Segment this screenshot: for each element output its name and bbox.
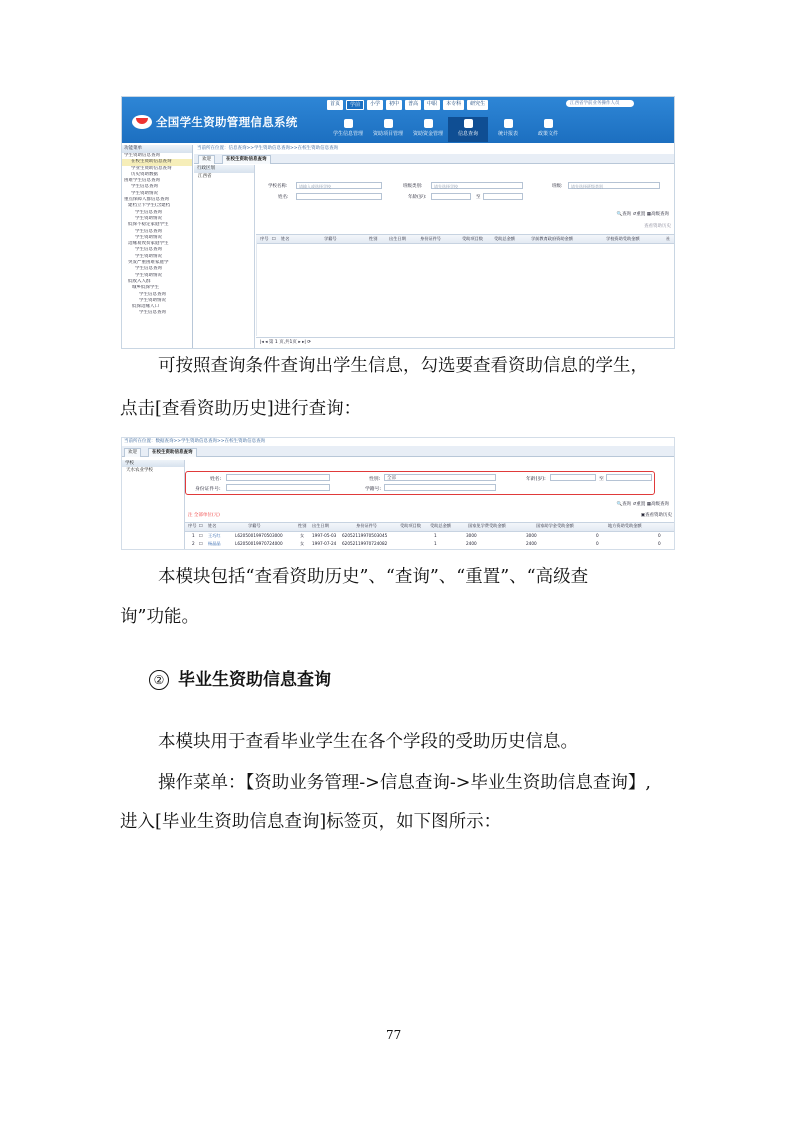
cell-tuition-amount: 3000 <box>526 533 537 538</box>
reset-button[interactable]: ↺重置 <box>632 212 646 217</box>
name-input[interactable] <box>296 193 382 200</box>
pie-chart-icon <box>504 119 513 128</box>
cell-name-link[interactable]: 王巧红 <box>208 533 221 538</box>
name-label: 姓名: <box>278 195 289 200</box>
menu-item[interactable]: 学生信息查询 <box>135 209 162 215</box>
nav-statistics[interactable]: 统计报表 <box>488 117 528 142</box>
student-no-label: 学籍号: <box>365 487 382 492</box>
col-id-no: 身份证件号 <box>420 236 441 241</box>
cell-student-no: L62050019970724000 <box>235 541 283 546</box>
class-label: 班级: <box>552 184 563 189</box>
screenshot-student-aid-query <box>121 96 675 349</box>
cell-birthdate: 1997-05-03 <box>312 533 337 538</box>
menu-item-selected[interactable]: 在校生资助信息查询 <box>122 159 192 165</box>
col-student-no: 学籍号 <box>248 523 261 528</box>
menu-item[interactable]: 困难学生信息查询 <box>124 178 160 184</box>
main-nav <box>328 117 568 142</box>
menu-item[interactable]: 学生资助信息查询 <box>124 153 160 158</box>
menu-item[interactable]: 学生信息查询 <box>135 266 162 272</box>
section-number: ② <box>149 670 169 690</box>
section-heading <box>149 665 331 690</box>
age-to-label: 至 <box>476 195 481 200</box>
query-buttons <box>616 211 669 217</box>
top-nav-home[interactable]: 首页 <box>327 100 343 110</box>
school-name-select[interactable]: 请输入或选择学校 <box>296 182 382 189</box>
top-nav-senior[interactable]: 普高 <box>405 100 421 110</box>
nav-aid-funds[interactable]: 资助资金管理 <box>408 117 448 142</box>
cell-total-amount: 3000 <box>466 533 477 538</box>
region-tree-title: 行政区划 <box>194 165 254 173</box>
caption1-line1: 可按照查询条件查询出学生信息，勾选要查看资助信息的学生， <box>158 356 648 376</box>
col-gender: 性别 <box>369 236 378 241</box>
nav-aid-project[interactable]: 资助项目管理 <box>368 117 408 142</box>
view-history-button[interactable]: 查看资助历史 <box>644 224 671 229</box>
col-local-amount: 地方资助受助金额 <box>608 523 642 528</box>
logo-icon <box>132 115 152 129</box>
id-no-input[interactable] <box>226 484 330 491</box>
cell-local-amount: 0 <box>658 541 661 546</box>
menu-item[interactable]: 边缘易致贫家庭学生 <box>128 241 169 247</box>
col-birthdate: 出生日期 <box>389 236 406 241</box>
menu-item[interactable]: 城乡低保学生 <box>132 285 159 291</box>
col-total-amount: 受助总金额 <box>494 236 515 241</box>
search-button[interactable]: 🔍查询 <box>616 502 632 507</box>
top-nav-college[interactable]: 本专科 <box>443 100 464 110</box>
briefcase-icon <box>384 119 393 128</box>
row-checkbox[interactable]: ☐ <box>199 541 203 546</box>
row-checkbox[interactable]: ☐ <box>199 533 203 538</box>
money-icon <box>424 119 433 128</box>
caption1-line2: 点击[查看资助历史]进行查询： <box>120 399 362 419</box>
para3-line1: 操作菜单：【资助业务管理->信息查询->毕业生资助信息查询】, <box>158 773 651 793</box>
cell-id-no: 62052119970503045 <box>342 533 388 538</box>
col-tuition-amount: 国家免学费受助金额 <box>468 523 506 528</box>
menu-item[interactable]: 突发严重困难家庭学 <box>128 260 169 266</box>
section-title: 毕业生资助信息查询 <box>178 670 331 690</box>
cell-seq: 2 <box>192 541 195 546</box>
col-grant-amount: 国家助学金受助金额 <box>536 523 574 528</box>
top-nav-junior[interactable]: 初中 <box>386 100 402 110</box>
col-seq: 序号 <box>260 236 269 241</box>
age-from-input[interactable] <box>550 474 596 481</box>
col-gender: 性别 <box>298 523 307 528</box>
breadcrumb: 当前所在位置：信息查询>>学生资助信息查询>>在校生资助信息查询 <box>194 145 675 153</box>
pager-nav-first[interactable]: |◂ ◂ <box>260 340 268 345</box>
col-seq: 序号 <box>188 523 197 528</box>
col-social: 社 <box>666 236 671 241</box>
tab-welcome[interactable]: 欢迎 <box>198 155 215 164</box>
col-birthdate: 出生日期 <box>312 523 329 528</box>
age-to-input[interactable] <box>606 474 652 481</box>
people-icon <box>344 119 353 128</box>
menu-item[interactable]: 建档立卡学生(含建档 <box>128 203 171 209</box>
top-nav-graduate[interactable]: 研究生 <box>467 100 488 110</box>
unit-note: 注 全部单位(元) <box>188 513 220 518</box>
advanced-search-button[interactable]: ▦高级查询 <box>646 502 669 507</box>
name-label: 姓名: <box>210 477 222 482</box>
tab-welcome[interactable]: 欢迎 <box>124 448 141 457</box>
cell-total-amount: 2400 <box>466 541 477 546</box>
cell-id-no: 62052119970724082 <box>342 541 388 546</box>
tree-node-jiangxi[interactable]: 江西省 <box>198 174 212 179</box>
grade-type-label: 班级类别: <box>403 184 423 189</box>
cell-project-count: 1 <box>434 541 437 546</box>
top-nav-primary[interactable]: 小学 <box>367 100 383 110</box>
top-nav-vocational[interactable]: 中职 <box>424 100 440 110</box>
cell-local-amount: 0 <box>658 533 661 538</box>
id-no-label: 身份证件号: <box>195 487 221 492</box>
function-menu-title: 功能菜单 <box>122 145 192 153</box>
cell-student-no: L62050019970503000 <box>235 533 283 538</box>
cell-gender: 女 <box>300 533 305 538</box>
menu-item[interactable]: 低保边缘人口 <box>132 304 159 310</box>
breadcrumb: 当前所在位置：数据查询>>学生资助信息查询>>在校生资助信息查询 <box>124 439 266 444</box>
tab-student-aid-query[interactable]: 在校生资助信息查询 <box>148 448 197 457</box>
search-doc-icon <box>464 119 473 128</box>
view-history-button[interactable]: ▣查看资助历史 <box>640 513 672 518</box>
cell-gender: 女 <box>300 541 305 546</box>
advanced-search-button[interactable]: ▦高级查询 <box>646 212 669 217</box>
reset-button[interactable]: ↺重置 <box>632 502 646 507</box>
menu-item[interactable]: 学生资助情况 <box>135 215 162 221</box>
menu-item[interactable]: 学生信息查询 <box>139 291 166 297</box>
age-to-label: 至 <box>599 477 604 482</box>
screenshot-history-query <box>121 437 675 550</box>
select-all-checkbox[interactable]: ☐ <box>199 523 203 528</box>
tab-student-aid-query[interactable]: 在校生资助信息查询 <box>222 155 271 164</box>
para1-line1: 本模块包括“查看资助历史”、“查询”、“重置”、“高级查 <box>158 567 589 587</box>
col-school-amount: 学校资助受助金额 <box>606 236 640 241</box>
query-form <box>256 169 674 213</box>
school-name-label: 学校名称: <box>268 184 288 189</box>
cell-grant-amount: 0 <box>596 541 599 546</box>
cell-birthdate: 1997-07-24 <box>312 541 337 546</box>
select-all-checkbox[interactable]: ☐ <box>272 236 276 241</box>
app-title: 全国学生资助管理信息系统 <box>156 115 298 129</box>
para1-line2: 询”功能。 <box>120 607 199 627</box>
student-no-input[interactable] <box>384 484 496 491</box>
age-label: 年龄(岁): <box>408 195 427 200</box>
menu-item[interactable]: 学生信息查询 <box>139 310 166 316</box>
nav-info-query[interactable]: 信息查询 <box>448 117 488 142</box>
school-tree <box>122 460 185 549</box>
age-from-input[interactable] <box>431 193 471 200</box>
menu-item[interactable]: 低收入人群 <box>128 278 151 284</box>
col-name: 姓名 <box>281 236 290 241</box>
menu-item[interactable]: 学生信息查询 <box>131 184 158 190</box>
top-nav <box>327 100 488 110</box>
col-name: 姓名 <box>208 523 217 528</box>
cell-seq: 1 <box>192 533 195 538</box>
para2: 本模块用于查看毕业学生在各个学段的受助历史信息。 <box>158 732 578 752</box>
col-gov-amount: 学前教育政府资助金额 <box>531 236 573 241</box>
menu-item[interactable]: 低保不稳定家庭学生 <box>128 222 169 228</box>
col-student-no: 学籍号 <box>324 236 337 241</box>
cell-name-link[interactable]: 杨晶晶 <box>208 541 221 546</box>
cell-grant-amount: 0 <box>596 533 599 538</box>
tab-bar <box>194 154 674 164</box>
nav-student-info[interactable]: 学生信息管理 <box>328 117 368 142</box>
pager <box>256 337 675 347</box>
school-tree-title: 学校 <box>122 460 184 467</box>
app-header <box>122 97 674 143</box>
document-icon <box>544 119 553 128</box>
para3-line2: 进入[毕业生资助信息查询]标签页，如下图所示： <box>120 812 502 832</box>
gender-label: 性别: <box>369 477 381 482</box>
nav-policy[interactable]: 政策文件 <box>528 117 568 142</box>
menu-item[interactable]: 学生信息查询 <box>135 247 162 253</box>
menu-item[interactable]: 学生资助情况 <box>135 234 162 240</box>
col-id-no: 身份证件号 <box>356 523 377 528</box>
name-input[interactable] <box>226 474 330 481</box>
menu-item[interactable]: 学生资助情况 <box>135 253 162 259</box>
pager-nav-next[interactable]: ▸ ▸| ⟳ <box>298 340 312 345</box>
menu-item[interactable]: 学生资助情况 <box>135 272 162 278</box>
col-project-count: 受助项目数 <box>400 523 421 528</box>
age-label: 年龄(岁): <box>526 477 546 482</box>
top-nav-preschool[interactable]: 学前 <box>346 100 364 110</box>
function-menu <box>122 145 193 348</box>
menu-item[interactable]: 学生资助情况 <box>139 297 166 303</box>
cell-project-count: 1 <box>434 533 437 538</box>
menu-item[interactable]: 学业生资助信息查询 <box>131 165 172 171</box>
search-button[interactable]: 🔍查询 <box>616 212 632 217</box>
query-buttons <box>616 501 669 507</box>
role-select[interactable]: 江西省学前业务操作人员 <box>566 100 634 107</box>
pager-text: 第 1 页,共1页 <box>268 340 297 345</box>
col-total-amount: 受助总金额 <box>430 523 451 528</box>
menu-item[interactable]: 学生信息查询 <box>135 228 162 234</box>
tree-node-school[interactable]: 天水农业学校 <box>126 468 153 473</box>
class-select[interactable]: 请先选择班级类别 <box>568 182 660 189</box>
gender-select[interactable]: 全部 <box>384 474 496 481</box>
tab-bar <box>122 446 674 457</box>
menu-item[interactable]: 学生资助情况 <box>131 190 158 196</box>
menu-item[interactable]: 重点保障人群信息查询 <box>124 197 169 203</box>
cell-tuition-amount: 2400 <box>526 541 537 546</box>
page-number: 77 <box>386 1028 402 1042</box>
region-tree <box>194 165 255 348</box>
age-to-input[interactable] <box>483 193 523 200</box>
col-project-count: 受助项目数 <box>462 236 483 241</box>
grade-type-select[interactable]: 请先选择学校 <box>431 182 523 189</box>
menu-item[interactable]: 历史资助数据 <box>131 171 158 177</box>
grid-body <box>256 243 675 336</box>
